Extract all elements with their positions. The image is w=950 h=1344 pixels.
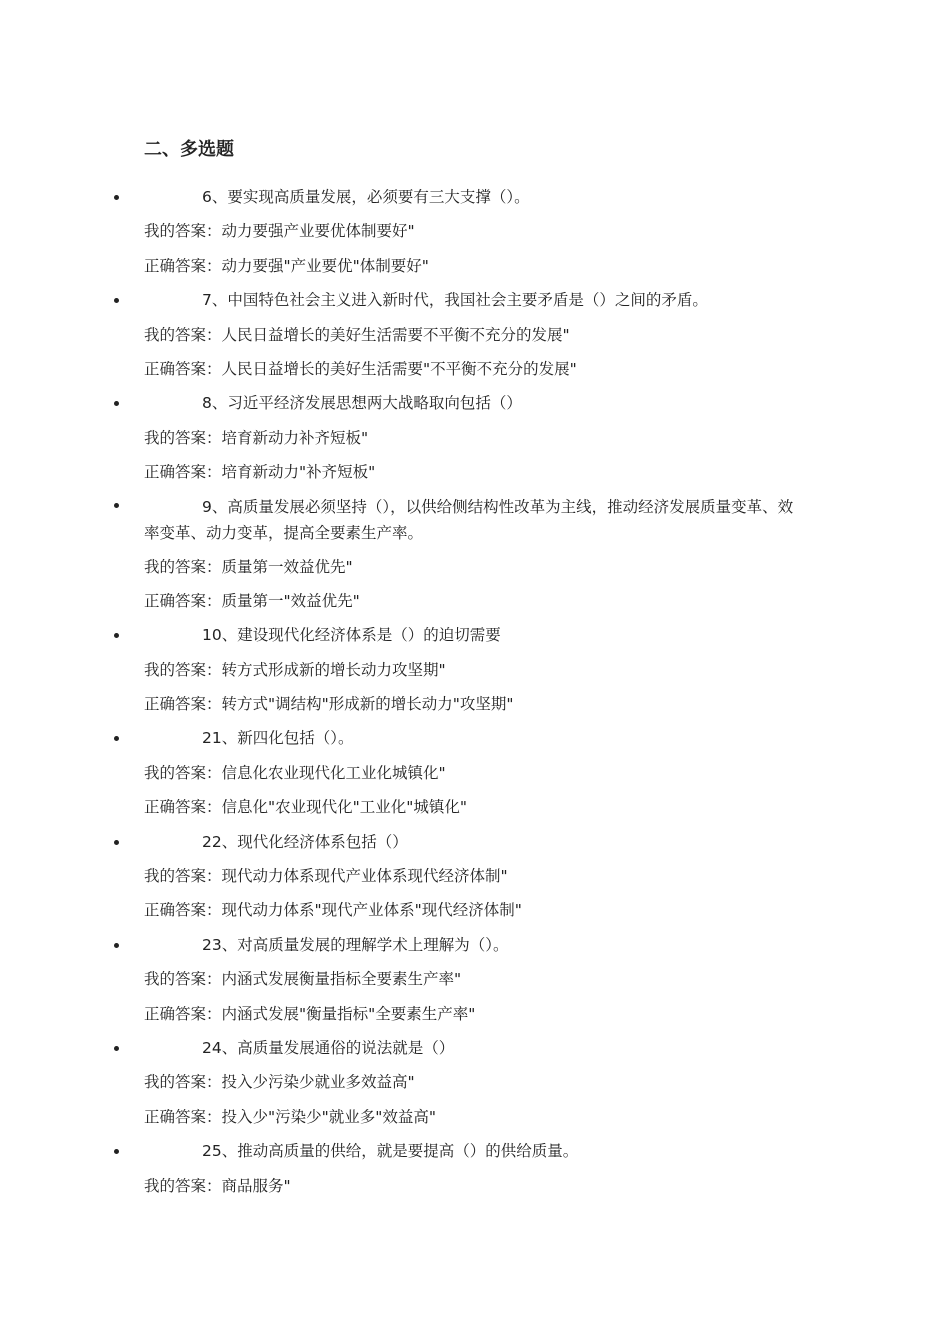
correct-answer: 正确答案：质量第一"效益优先" (144, 591, 360, 610)
question-text (0, 1033, 950, 1067)
bullet-icon (114, 633, 119, 638)
question-text (0, 930, 950, 964)
my-answer: 我的答案：转方式形成新的增长动力攻坚期" (144, 660, 446, 679)
correct-answer: 正确答案：内涵式发展"衡量指标"全要素生产率" (144, 1004, 476, 1023)
question-text (0, 182, 950, 216)
question-item (0, 930, 950, 1033)
my-answer: 我的答案：投入少污染少就业多效益高" (144, 1073, 415, 1092)
my-answer: 我的答案：人民日益增长的美好生活需要不平衡不充分的发展" (144, 325, 570, 344)
bullet-icon (114, 736, 119, 741)
question-label: 7、中国特色社会主义进入新时代，我国社会主要矛盾是（）之间的矛盾。 (202, 291, 708, 310)
my-answer: 我的答案：内涵式发展衡量指标全要素生产率" (144, 970, 462, 989)
question-item (0, 1136, 950, 1205)
question-label: 6、要实现高质量发展，必须要有三大支撑（）。 (202, 188, 530, 206)
correct-answer: 正确答案：人民日益增长的美好生活需要"不平衡不充分的发展" (144, 359, 577, 378)
question-label: 23、对高质量发展的理解学术上理解为（）。 (202, 935, 509, 954)
question-label: 10、建设现代化经济体系是（）的迫切需要 (202, 626, 501, 645)
question-item (0, 620, 950, 723)
correct-answer: 正确答案：信息化"农业现代化"工业化"城镇化" (144, 798, 468, 817)
question-label: 8、习近平经济发展思想两大战略取向包括（） (202, 394, 522, 413)
bullet-icon (114, 298, 119, 303)
question-item (0, 492, 950, 621)
question-label: 9、高质量发展必须坚持（），以供给侧结构性改革为主线，推动经济发展质量变革、效率变革、动力变革，提高全要素生产率。 (144, 497, 794, 542)
correct-answer: 正确答案：现代动力体系"现代产业体系"现代经济体制" (144, 901, 522, 920)
my-answer: 我的答案：信息化农业现代化工业化城镇化" (144, 763, 446, 782)
question-item (0, 285, 950, 388)
correct-answer: 正确答案：动力要强"产业要优"体制要好" (144, 256, 429, 275)
my-answer: 我的答案：质量第一效益优先" (144, 557, 353, 576)
question-label: 22、现代化经济体系包括（） (202, 832, 408, 851)
my-answer: 我的答案：商品服务" (144, 1176, 291, 1195)
question-text (0, 723, 950, 757)
question-label: 21、新四化包括（）。 (202, 729, 354, 748)
my-answer: 我的答案：现代动力体系现代产业体系现代经济体制" (144, 867, 508, 886)
question-label: 24、高质量发展通俗的说法就是（） (202, 1038, 455, 1057)
question-text (0, 1136, 950, 1170)
question-item (0, 1033, 950, 1136)
question-item (0, 182, 950, 285)
question-item (0, 723, 950, 826)
bullet-icon (114, 503, 119, 508)
correct-answer: 正确答案：投入少"污染少"就业多"效益高" (144, 1107, 437, 1126)
my-answer: 我的答案：培育新动力补齐短板" (144, 428, 369, 447)
question-text (0, 388, 950, 422)
bullet-icon (114, 1046, 119, 1051)
question-item (0, 827, 950, 930)
question-list (0, 182, 950, 1205)
bullet-icon (114, 401, 119, 406)
correct-answer: 正确答案：培育新动力"补齐短板" (144, 463, 376, 482)
question-text (0, 285, 950, 319)
correct-answer: 正确答案：转方式"调结构"形成新的增长动力"攻坚期" (144, 695, 514, 714)
question-item (0, 388, 950, 491)
question-label: 25、推动高质量的供给，就是要提高（）的供给质量。 (202, 1142, 579, 1161)
bullet-icon (114, 1149, 119, 1154)
question-text (0, 827, 950, 861)
bullet-icon (114, 195, 119, 200)
section-title: 二、多选题 (144, 139, 234, 160)
question-text (0, 492, 794, 552)
bullet-icon (114, 943, 119, 948)
bullet-icon (114, 840, 119, 845)
my-answer: 我的答案：动力要强产业要优体制要好" (144, 222, 415, 241)
question-text (0, 620, 950, 654)
